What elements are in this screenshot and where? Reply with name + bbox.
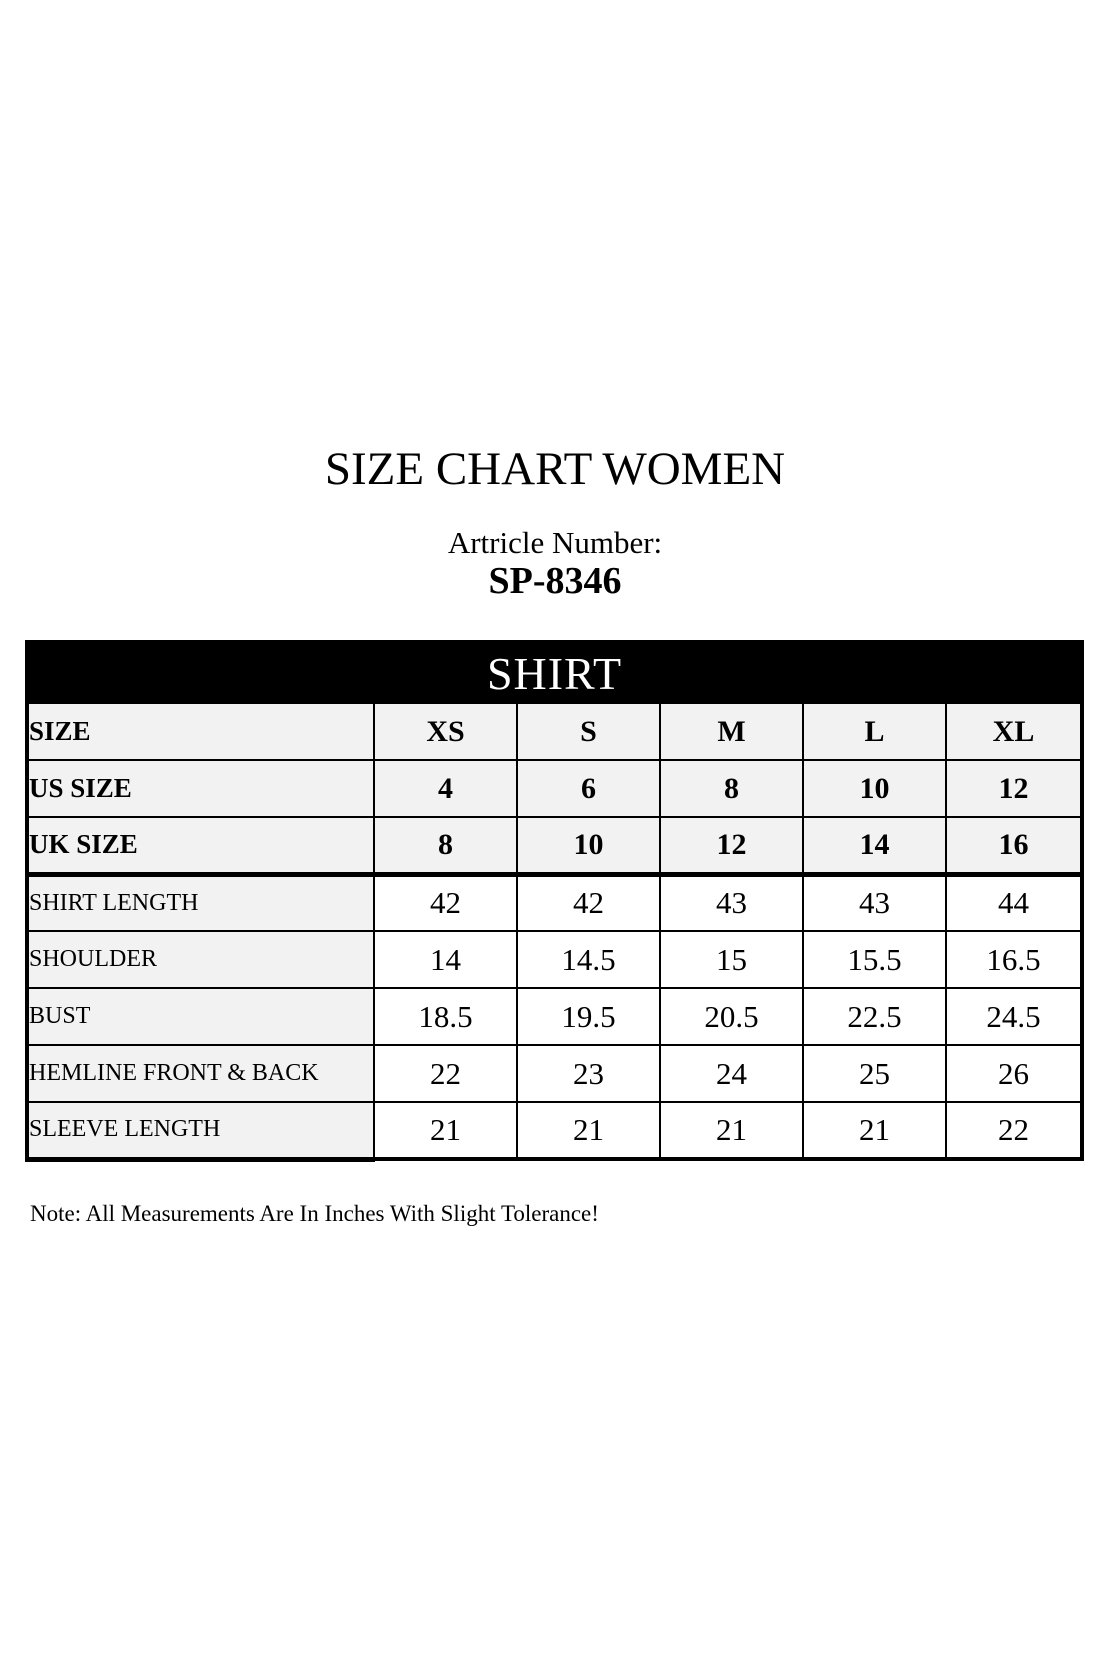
table-cell: 21 [374,1102,517,1159]
table-cell: 43 [660,874,803,931]
table-cell: 10 [803,760,946,817]
table-header-row [27,642,1082,703]
table-cell: 8 [374,817,517,874]
table-cell: 22 [946,1102,1082,1159]
table-row-size [27,703,1082,760]
row-label-hemline: HEMLINE FRONT & BACK [27,1045,374,1102]
row-label-uk-size: UK SIZE [27,817,374,874]
table-row-shirt-length [27,874,1082,931]
page-title: SIZE CHART WOMEN [324,443,786,495]
article-number-label: Artricle Number: [447,525,663,560]
table-cell: 16 [946,817,1082,874]
table-cell: 23 [517,1045,660,1102]
measurement-note: Note: All Measurements Are In Inches With Slight Tolerance! [30,1201,599,1226]
table-cell: 14 [803,817,946,874]
row-label-shirt-length: SHIRT LENGTH [27,874,374,931]
table-title: SHIRT [27,642,1082,703]
table-row-shoulder [27,931,1082,988]
row-label-shoulder: SHOULDER [27,931,374,988]
table-cell: 21 [660,1102,803,1159]
table-cell: 21 [803,1102,946,1159]
table-cell: 6 [517,760,660,817]
row-label-us-size: US SIZE [27,760,374,817]
size-cell-m: M [660,703,803,760]
table-cell: 43 [803,874,946,931]
table-cell: 22 [374,1045,517,1102]
table-cell: 42 [374,874,517,931]
table-cell: 42 [517,874,660,931]
table-row-us-size [27,760,1082,817]
table-cell: 19.5 [517,988,660,1045]
table-cell: 20.5 [660,988,803,1045]
table-row-bust [27,988,1082,1045]
row-label-size: SIZE [27,703,374,760]
table-cell: 15 [660,931,803,988]
table-cell: 21 [517,1102,660,1159]
size-chart [25,640,1084,1162]
table-row-hemline [27,1045,1082,1102]
size-cell-xl: XL [946,703,1082,760]
table-cell: 14.5 [517,931,660,988]
table-cell: 22.5 [803,988,946,1045]
table-cell: 8 [660,760,803,817]
table-cell: 24 [660,1045,803,1102]
size-chart-table [25,640,1084,1162]
row-label-sleeve-length: SLEEVE LENGTH [27,1102,374,1159]
article-number-value: SP-8346 [488,560,622,602]
table-cell: 14 [374,931,517,988]
table-cell: 24.5 [946,988,1082,1045]
table-cell: 10 [517,817,660,874]
table-cell: 4 [374,760,517,817]
table-cell: 18.5 [374,988,517,1045]
table-cell: 16.5 [946,931,1082,988]
table-cell: 12 [660,817,803,874]
table-cell: 25 [803,1045,946,1102]
size-cell-xs: XS [374,703,517,760]
table-cell: 15.5 [803,931,946,988]
row-label-bust: BUST [27,988,374,1045]
table-cell: 12 [946,760,1082,817]
table-row-sleeve-length [27,1102,1082,1159]
table-row-uk-size [27,817,1082,874]
size-cell-l: L [803,703,946,760]
size-cell-s: S [517,703,660,760]
table-cell: 26 [946,1045,1082,1102]
table-cell: 44 [946,874,1082,931]
